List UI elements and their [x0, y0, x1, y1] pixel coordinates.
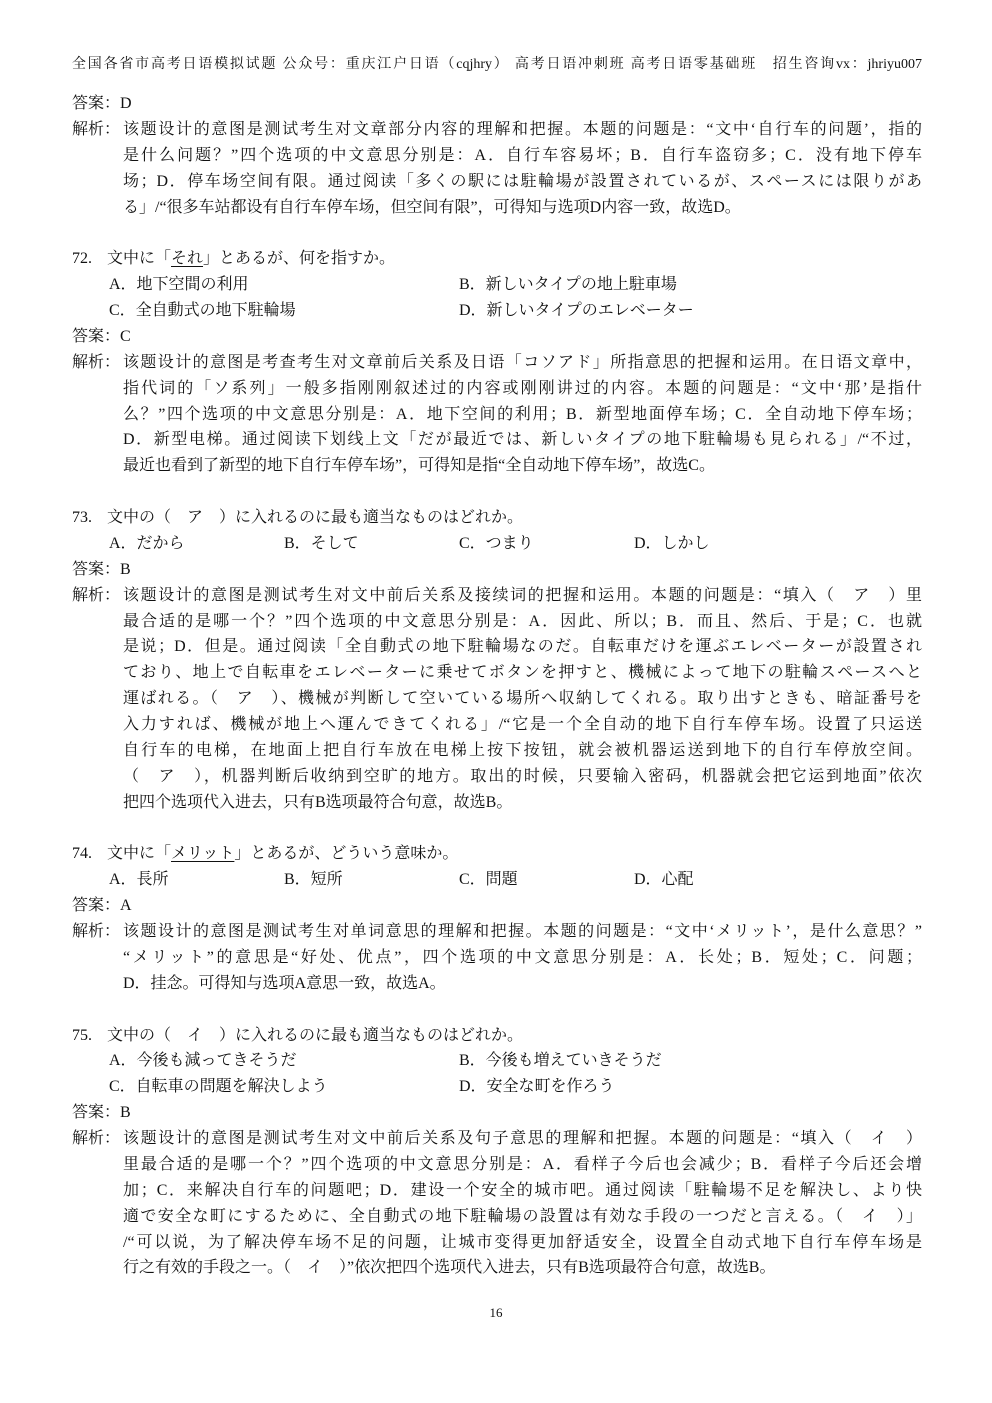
analysis-line: “メリット”的意思是“好处、优点”，四个选项的中文意思分别是：A．长处；B．短处；C．问题；: [123, 948, 922, 966]
analysis-line: 運ばれる。（ ア ）、機械が判断して空いている場所へ収納してくれる。取り出すときも、暗証番号を: [123, 690, 922, 708]
analysis-line: 指代词的「ソ系列」一般多指刚刚叙述过的内容或刚刚讲过的内容。本题的问题是：“文中‘那’是指什: [123, 379, 922, 397]
answer-line: [72, 1100, 922, 1126]
analysis-line: D．挂念。可得知与选项A意思一致，故选A。: [123, 974, 446, 992]
analysis-line: 把四个选项代入进去，只有B选项最符合句意，故选B。: [123, 793, 513, 811]
answer-label: 答案：: [72, 1104, 121, 1122]
analysis-block: [72, 919, 922, 997]
page-number: 16: [489, 1305, 503, 1320]
analysis-line: 入力すれば、機械が地上へ運んできてくれる」/“它是一个全自动的地下自行车停车场。设置了只运送: [123, 716, 922, 733]
analysis-line: 该题设计的意图是测试考生对单词意思的理解和把握。本题的问题是：“文中‘メリット’，是什么意思？”: [123, 923, 922, 940]
analysis-line: る」/“很多车站都设有自行车停车场，但空间有限”，可得知与选项D内容一致，故选D。: [123, 198, 741, 216]
options-row: [72, 1074, 922, 1100]
option-b: B．今後も増えていきそうだ: [459, 1052, 662, 1070]
answer-value: D: [120, 95, 132, 112]
option-c: C．つまり: [459, 534, 534, 552]
analysis-line: D．新型电梯。通过阅读下划线上文「だが最近では、新しいタイプの地下駐輪場も見られる」/“不过，: [123, 431, 922, 449]
answer-label: 答案：: [72, 897, 121, 915]
analysis-line: 最近也看到了新型的地下自行车停车场”，可得知是指“全自动地下停车场”，故选C。: [123, 457, 715, 475]
answer-value: B: [120, 1104, 131, 1122]
options-row: [72, 1048, 922, 1074]
analysis-block: [72, 117, 922, 221]
analysis-block: [72, 1126, 922, 1281]
analysis-line: 么？”四个选项的中文意思分别是：A．地下空间的利用；B．新型地面停车场；C．全自动地下停车场；: [123, 405, 922, 423]
question-number: 73.: [72, 509, 92, 526]
section-gap: [72, 816, 922, 842]
options-row: [72, 272, 922, 298]
option-a: A．今後も減ってきそうだ: [109, 1052, 297, 1070]
analysis-block: [72, 350, 922, 479]
section-gap: [72, 220, 922, 246]
analysis-line: （ ア ），机器判断后收纳到空旷的地方。取出的时候，只要输入密码，机器就会把它运到地面”依次: [123, 767, 922, 785]
question-75: [72, 1023, 922, 1282]
question-stem: [72, 841, 922, 867]
analysis-line: 加；C．来解决自行车的问题吧；D．建设一个安全的城市吧。通过阅读「駐輪場不足を解決し、より快: [123, 1181, 922, 1199]
analysis-label: 解析：: [72, 120, 121, 138]
analysis-line: 最合适的是哪一个？”四个选项的中文意思分别是：A．因此、所以；B．而且、然后、于是；C．也就: [123, 612, 922, 630]
stem-text-after: 」とあるが、どういう意味か。: [234, 845, 459, 863]
analysis-line: 自行车的电梯，在地面上把自行车放在电梯上按下按钮，就会被机器运送到地下的自行车停放空间。: [123, 741, 922, 759]
answer-line: [72, 557, 922, 583]
option-a: A．地下空間の利用: [109, 276, 249, 294]
analysis-label: 解析：: [72, 923, 121, 940]
analysis-line: 该题设计的意图是测试考生对文中前后关系及接续词的把握和运用。本题的问题是：“填入（ ア ）里: [123, 586, 922, 604]
options-row: [72, 867, 922, 893]
option-d: D．心配: [634, 871, 694, 889]
option-b: B．短所: [284, 871, 343, 889]
option-b: B．そして: [284, 534, 359, 552]
analysis-line: 该题设计的意图是测试考生对文章部分内容的理解和把握。本题的问题是：“文中‘自行车的问题’，指的: [123, 120, 922, 138]
answer-value: B: [120, 560, 131, 578]
question-stem: [72, 1023, 922, 1049]
analysis-line: 適で安全な町にするために、全自動式の地下駐輪場の設置は有効な手段の一つだと言える。（ イ ）」: [123, 1207, 922, 1225]
analysis-label: 解析：: [72, 586, 121, 604]
answer-line: [72, 324, 922, 350]
options-row: [72, 531, 922, 557]
stem-text-after: 」とあるが、何を指すか。: [203, 250, 396, 268]
question-stem: [72, 505, 922, 531]
options-row: [72, 298, 922, 324]
question-number: 72.: [72, 250, 92, 268]
answer-label: 答案：: [72, 327, 121, 345]
option-d: D．しかし: [634, 534, 710, 552]
answer-line: [72, 91, 922, 117]
analysis-line: 是什么问题？”四个选项的中文意思分别是：A．自行车容易坏；B．自行车盗窃多；C．没有地下停车: [123, 146, 922, 164]
question-number: 74.: [72, 845, 92, 863]
stem-underlined-word: メリット: [171, 845, 235, 863]
analysis-line: /“可以说，为了解决停车场不足的问题，让城市变得更加舒适安全，设置全自动式地下自行车停车场是: [123, 1233, 922, 1251]
page-content: [72, 91, 922, 1281]
section-gap: [72, 479, 922, 505]
stem-text: 文中の（ イ ）に入れるのに最も適当なものはどれか。: [107, 1026, 524, 1044]
analysis-line: 场；D．停车场空间有限。通过阅读「多くの駅には駐輪場が設置されているが、スペースには限りがあ: [123, 172, 922, 190]
analysis-line: 里最合适的是哪一个？”四个选项的中文意思分别是：A．看样子今后也会减少；B．看样子今后还会增: [123, 1155, 922, 1173]
analysis-line: 行之有效的手段之一。（ イ ）”依次把四个选项代入进去，只有B选项最符合句意，故选B。: [123, 1259, 776, 1277]
analysis-block: [72, 583, 922, 816]
analysis-line: 该题设计的意图是测试考生对文中前后关系及句子意思的理解和把握。本题的问题是：“填入（ イ ）: [123, 1130, 922, 1147]
option-c: C．自転車の問題を解決しよう: [109, 1078, 328, 1096]
answer-value: A: [120, 897, 132, 915]
option-a: A．長所: [109, 871, 169, 889]
question-72: [72, 246, 922, 479]
question-71-answer-section: [72, 91, 922, 220]
answer-line: [72, 893, 922, 919]
option-d: D．新しいタイプのエレベーター: [459, 302, 694, 319]
stem-text: 文中の（ ア ）に入れるのに最も適当なものはどれか。: [107, 509, 524, 526]
answer-label: 答案：: [72, 95, 121, 112]
analysis-label: 解析：: [72, 1130, 121, 1147]
option-b: B．新しいタイプの地上駐車場: [459, 276, 677, 294]
section-gap: [72, 997, 922, 1023]
question-stem: [72, 246, 922, 272]
analysis-line: 是说；D．但是。通过阅读「全自動式の地下駐輪場なのだ。自転車だけを運ぶエレベーターが設置され: [123, 638, 922, 656]
stem-underlined-word: それ: [171, 250, 204, 268]
analysis-line: ており、地上で自転車をエレベーターに乗せてボタンを押すと、機械によって地下の駐輪スペースへと: [123, 664, 922, 682]
option-a: A．だから: [109, 534, 185, 552]
option-c: C．問題: [459, 871, 518, 889]
stem-text-before: 文中に「: [107, 250, 172, 268]
stem-text-before: 文中に「: [107, 845, 172, 863]
page-header: 全国各省市高考日语模拟试题 公众号：重庆江户日语（cqjhry） 高考日语冲刺班 高考日语零基础班 招生咨询vx：jhriyu007: [72, 57, 922, 72]
answer-label: 答案：: [72, 560, 121, 578]
question-number: 75.: [72, 1026, 92, 1044]
question-73: [72, 505, 922, 816]
analysis-label: 解析：: [72, 353, 121, 371]
question-74: [72, 841, 922, 996]
analysis-line: 该题设计的意图是考查考生对文章前后关系及日语「コソアド」所指意思的把握和运用。在日语文章中，: [123, 353, 922, 371]
answer-value: C: [120, 327, 131, 345]
option-d: D．安全な町を作ろう: [459, 1078, 615, 1096]
option-c: C．全自動式の地下駐輪場: [109, 302, 296, 319]
